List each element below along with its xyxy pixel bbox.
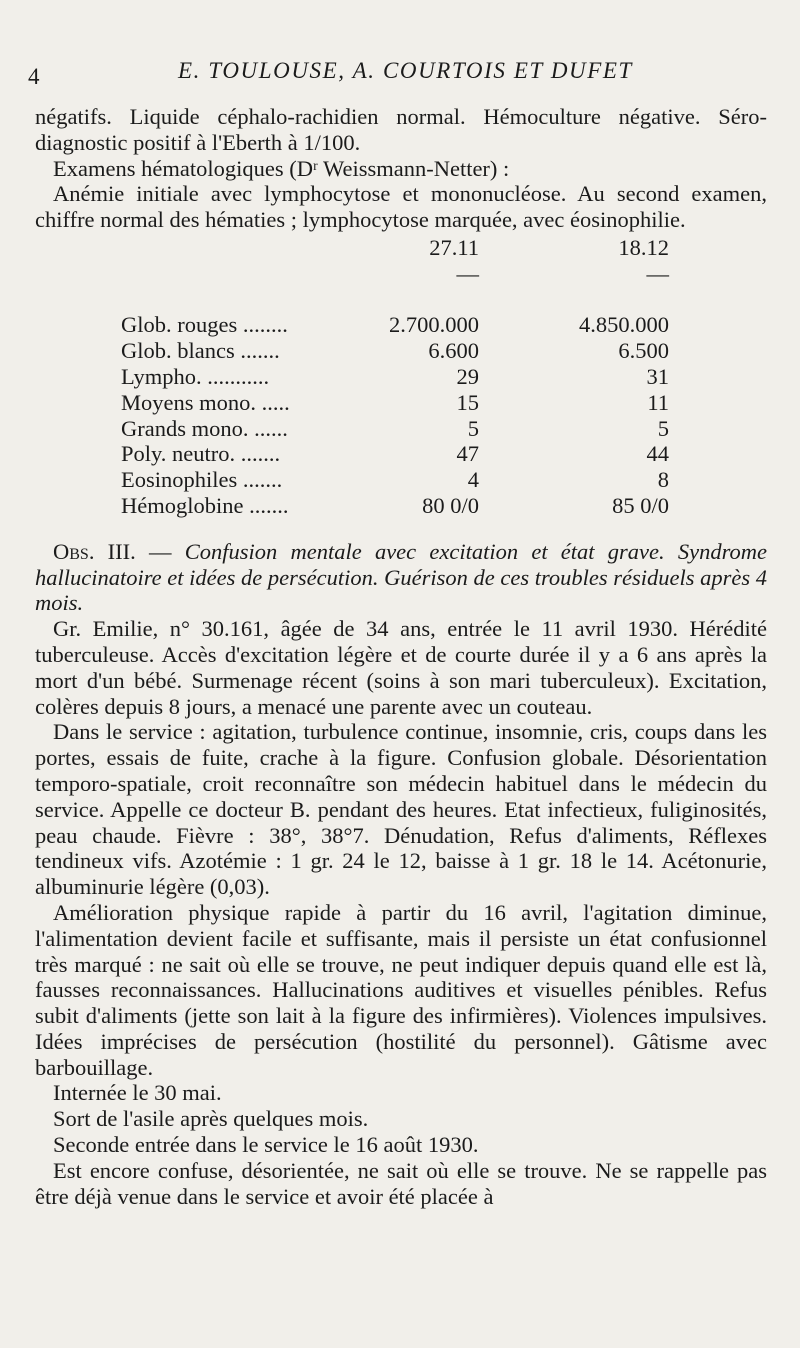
intro-paragraph: Examens hématologiques (Dʳ Weissmann-Netter) : bbox=[53, 155, 510, 181]
running-head: E. TOULOUSE, A. COURTOIS ET DUFET bbox=[178, 58, 633, 83]
row-label: Glob. rouges ........ bbox=[121, 312, 288, 338]
row-value: 31 bbox=[646, 363, 669, 389]
intro-paragraph: négatifs. Liquide céphalo-rachidien normal. Hémoculture négative. Séro-diagnostic positif à l'Eberth à 1/100. bbox=[35, 104, 767, 155]
table-row bbox=[121, 493, 669, 519]
row-value: 2.700.000 bbox=[389, 312, 479, 338]
row-label: Lympho. ........... bbox=[121, 363, 270, 389]
body-text bbox=[35, 104, 767, 1209]
observation-label: Obs. III. — bbox=[53, 538, 185, 564]
paragraph: Internée le 30 mai. bbox=[53, 1080, 222, 1106]
table-row bbox=[121, 338, 669, 364]
intro-paragraph: Anémie initiale avec lymphocytose et mononucléose. Au second examen, chiffre normal des hématies ; lymphocytose marquée, avec éosinophilie. bbox=[35, 181, 767, 233]
paragraph: Seconde entrée dans le service le 16 août 1930. bbox=[53, 1132, 479, 1158]
row-value: 80 0/0 bbox=[422, 492, 479, 518]
row-value: 5 bbox=[467, 415, 479, 441]
row-value: 4 bbox=[467, 467, 479, 493]
row-value: 29 bbox=[456, 363, 479, 389]
table-header-row bbox=[121, 235, 669, 261]
table-row bbox=[121, 390, 669, 416]
column-date: 27.11 bbox=[429, 234, 479, 260]
table-row bbox=[121, 467, 669, 493]
paragraph: Est encore confuse, désorientée, ne sait où elle se trouve. Ne se rappelle pas être déjà venue dans le service et avoir été placée à bbox=[35, 1157, 767, 1209]
table-row bbox=[121, 441, 669, 467]
row-label: Eosinophiles ....... bbox=[121, 467, 283, 493]
observation-heading bbox=[35, 539, 767, 616]
page-header bbox=[28, 52, 760, 92]
table-dash-row bbox=[121, 261, 669, 287]
row-value: 8 bbox=[657, 467, 669, 493]
row-value: 15 bbox=[456, 389, 479, 415]
column-dash: — bbox=[456, 260, 479, 286]
table-row bbox=[121, 364, 669, 390]
row-label: Moyens mono. ..... bbox=[121, 389, 290, 415]
row-value: 5 bbox=[657, 415, 669, 441]
paragraph: Amélioration physique rapide à partir du 16 avril, l'agitation diminue, l'alimentation devient facile et suffisante, mais il persiste un état confusionnel très marqué : ne sait où elle se trouve, ne peut indiquer depuis quand elle est là, fausses reconnaissances. Hallucinations auditives et visuelles pénibles. Refus subit d'aliments (jette son lait à la figure des infirmières). Violences impulsives. Idées imprécises de persécution (hostilité du personnel). Gâtisme avec barbouillage. bbox=[35, 899, 767, 1080]
observation-title: Confusion mentale avec excitation et état grave. Syndrome hallucinatoire et idées de persécution. Guérison de ces troubles résiduels après 4 mois. bbox=[35, 538, 767, 616]
row-value: 11 bbox=[647, 389, 669, 415]
row-value: 44 bbox=[646, 441, 669, 467]
row-value: 47 bbox=[456, 441, 479, 467]
row-value: 4.850.000 bbox=[579, 312, 669, 338]
table-row bbox=[121, 416, 669, 442]
row-value: 6.500 bbox=[618, 338, 669, 364]
page-number: 4 bbox=[28, 64, 40, 89]
paragraph: Sort de l'asile après quelques mois. bbox=[53, 1106, 369, 1132]
paragraph: Gr. Emilie, n° 30.161, âgée de 34 ans, entrée le 11 avril 1930. Hérédité tuberculeuse. Accès d'excitation légère et de courte durée il y a 6 ans après la mort d'un bébé. Surmenage récent (soins à son mari tuberculeux). Excitation, colères depuis 8 jours, a menacé une parente avec un couteau. bbox=[35, 616, 767, 719]
hematology-table bbox=[121, 235, 669, 519]
row-label: Glob. blancs ....... bbox=[121, 338, 280, 364]
row-label: Grands mono. ...... bbox=[121, 415, 288, 441]
row-value: 85 0/0 bbox=[612, 492, 669, 518]
column-date: 18.12 bbox=[618, 234, 669, 260]
table-row bbox=[121, 312, 669, 338]
row-value: 6.600 bbox=[428, 338, 479, 364]
paragraph: Dans le service : agitation, turbulence continue, insomnie, cris, coups dans les portes, essais de fuite, crache à la figure. Confusion globale. Désorientation temporo-spatiale, croit reconnaître son médecin habituel dans le médecin du service. Appelle ce docteur B. pendant des heures. Etat infectieux, fuliginosités, peau chaude. Fièvre : 38°, 38°7. Dénudation, Refus d'aliments, Réflexes tendineux vifs. Azotémie : 1 gr. 24 le 12, baisse à 1 gr. 18 le 14. Acétonurie, albuminurie légère (0,03). bbox=[35, 719, 767, 900]
row-label: Poly. neutro. ....... bbox=[121, 441, 281, 467]
row-label: Hémoglobine ....... bbox=[121, 492, 289, 518]
column-dash: — bbox=[646, 260, 669, 286]
